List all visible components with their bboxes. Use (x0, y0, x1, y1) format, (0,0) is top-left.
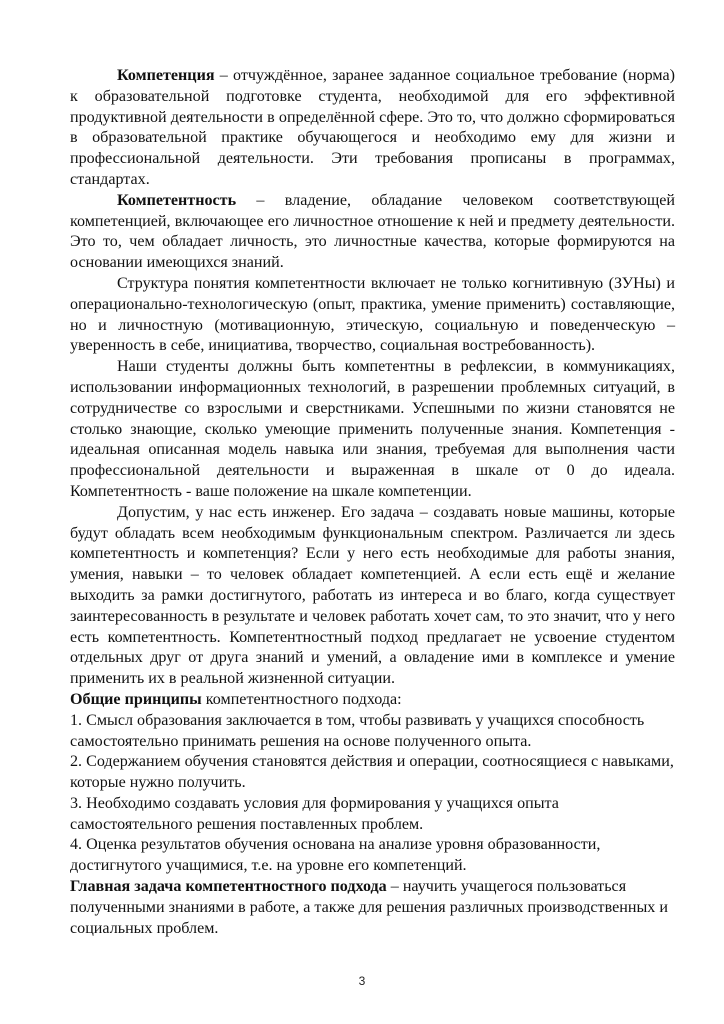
page-number: 3 (358, 974, 366, 988)
principle-item-1: 1. Смысл образования заключается в том, чтобы развивать у учащихся способность самостоятельно принимать решения на основе полученного опыта. (70, 711, 645, 750)
term-competence: Компетенция (117, 67, 215, 84)
principle-item-3: 3. Необходимо создавать условия для формирования у учащихся опыта самостоятельного решения поставленных проблем. (70, 794, 559, 833)
definition-text: – отчуждённое, заранее заданное социальное требование (норма) к образовательной подготовке студента, необходимой для его эффективной продуктивной деятельности в определённой сфере. Это то, что должно сформироваться в образовательной практике обучающегося и необходимо ему для жизни и профессиональной деятельности. Эти требования прописаны в программах, стандартах. (70, 67, 675, 188)
term-competency: Компетентность (117, 191, 237, 209)
principles-heading-bold: Общие принципы (70, 690, 202, 708)
paragraph-competence-definition (70, 66, 675, 191)
definition-text: – владение, обладание человеком соответствующей компетенцией, включающее его личностное отношение к ней и предмету деятельности. Это то, чем обладает личность, это личностные качества, которые формируются на основании имеющихся знаний. (70, 191, 675, 272)
paragraph-competency-definition (70, 191, 675, 274)
main-task-paragraph (70, 877, 675, 939)
paragraph-engineer-example: Допустим, у нас есть инженер. Его задача – создавать новые машины, которые будут обладать всем необходимым функциональным спектром. Различается ли здесь компетентность и компетенция? Если у него есть необходимые для работы знания, умения, навыки – то человек обладает компетенцией. А если есть ещё и желание выходить за рамки достигнутого, работать из интереса и во благо, когда существует заинтересованность в результате и человек работать хочет сам, то это значит, что у него есть компетентность. Компетентностный подход предлагает не усвоение студентом отдельных друг от друга знаний и умений, а овладение ими в комплексе и умение применить их в реальной жизненной ситуации. (70, 503, 675, 688)
principle-item-4: 4. Оценка результатов обучения основана на анализе уровня образованности, достигнутого учащимися, т.е. на уровне его компетенций. (70, 836, 601, 875)
main-task-text: – научить учащегося пользоваться полученными знаниями в работе, а также для решения различных производственных и социальных проблем. (70, 878, 668, 937)
principle-item-2: 2. Содержанием обучения становятся действия и операции, соотносящиеся с навыками, которые нужно получить. (70, 753, 674, 792)
principles-heading (70, 690, 675, 711)
document-page (70, 66, 675, 939)
principles-heading-rest: компетентностного подхода: (201, 690, 402, 708)
paragraph-structure: Структура понятия компетентности включает не только когнитивную (ЗУНы) и операционально-технологическую (опыт, практика, умение применить) составляющие, но и личностную (мотивационную, этическую, социальную и поведенческую – уверенность в себе, инициатива, творчество, социальная востребованность). (70, 274, 675, 355)
main-task-term: Главная задача компетентностного подхода (70, 878, 387, 896)
paragraph-students: Наши студенты должны быть компетентны в рефлексии, в коммуникациях, использовании информационных технологий, в разрешении проблемных ситуаций, в сотрудничестве со взрослыми и сверстниками. Успешными по жизни становятся не столько знающие, сколько умеющие применить полученные знания. Компетенция - идеальная описанная модель навыка или знания, требуемая для выполнения части профессиональной деятельности и выраженная в шкале от 0 до идеала. Компетентность - ваше положение на шкале компетенции. (70, 358, 675, 500)
